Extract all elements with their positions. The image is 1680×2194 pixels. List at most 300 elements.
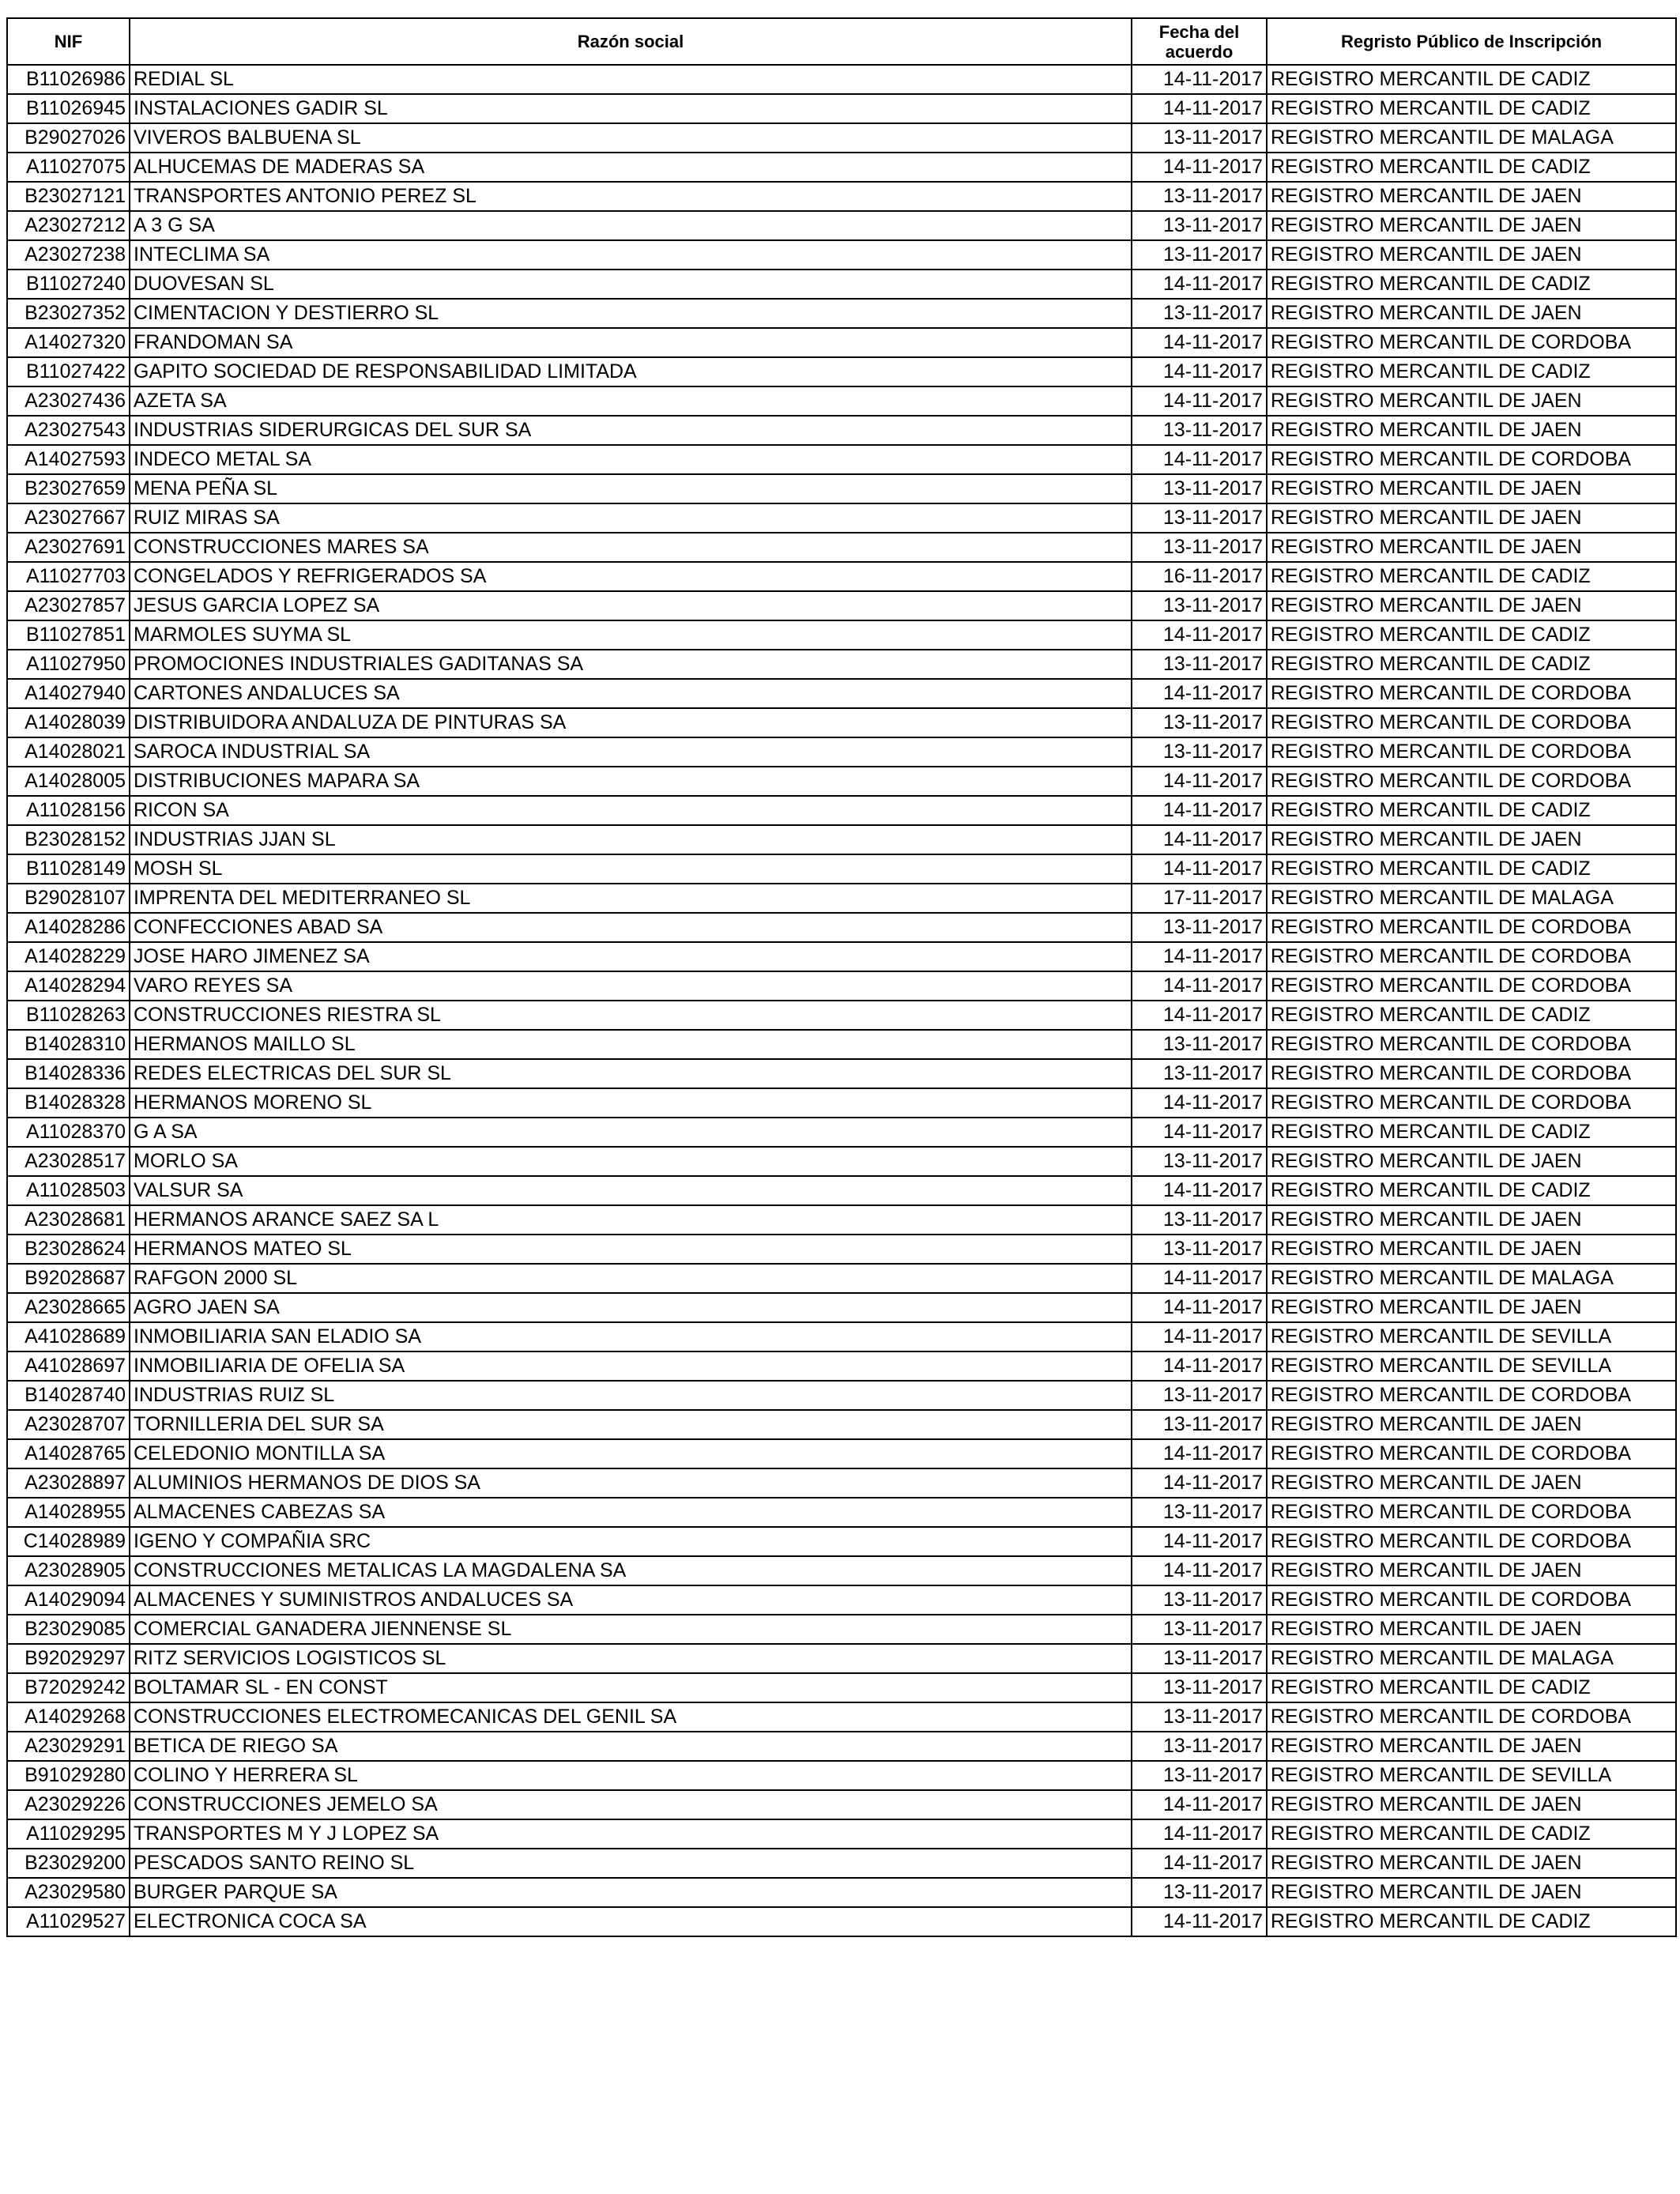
cell-razon-social: INSTALACIONES GADIR SL <box>130 94 1132 123</box>
cell-registro: REGISTRO MERCANTIL DE JAEN <box>1267 211 1676 240</box>
cell-registro: REGISTRO MERCANTIL DE CADIZ <box>1267 1673 1676 1702</box>
cell-registro: REGISTRO MERCANTIL DE CORDOBA <box>1267 1702 1676 1732</box>
cell-razon-social: CONSTRUCCIONES MARES SA <box>130 533 1132 562</box>
cell-fecha: 14-11-2017 <box>1132 94 1267 123</box>
table-row <box>7 1615 1676 1644</box>
table-row <box>7 650 1676 679</box>
cell-razon-social: HERMANOS MATEO SL <box>130 1235 1132 1264</box>
table-row <box>7 416 1676 445</box>
cell-razon-social: SAROCA INDUSTRIAL SA <box>130 737 1132 767</box>
table-row <box>7 65 1676 94</box>
cell-nif: B23028624 <box>7 1235 130 1264</box>
cell-nif: A14028955 <box>7 1498 130 1527</box>
cell-registro: REGISTRO MERCANTIL DE CADIZ <box>1267 357 1676 386</box>
cell-razon-social: DISTRIBUCIONES MAPARA SA <box>130 767 1132 796</box>
cell-nif: A14028039 <box>7 708 130 737</box>
cell-registro: REGISTRO MERCANTIL DE CORDOBA <box>1267 767 1676 796</box>
cell-registro: REGISTRO MERCANTIL DE JAEN <box>1267 1878 1676 1907</box>
table-row <box>7 913 1676 942</box>
table-row <box>7 182 1676 211</box>
table-row <box>7 1468 1676 1498</box>
cell-registro: REGISTRO MERCANTIL DE CORDOBA <box>1267 737 1676 767</box>
cell-razon-social: BURGER PARQUE SA <box>130 1878 1132 1907</box>
cell-fecha: 13-11-2017 <box>1132 1878 1267 1907</box>
cell-fecha: 13-11-2017 <box>1132 1059 1267 1088</box>
cell-fecha: 14-11-2017 <box>1132 357 1267 386</box>
header-nif: NIF <box>7 18 130 65</box>
cell-fecha: 13-11-2017 <box>1132 650 1267 679</box>
cell-registro: REGISTRO MERCANTIL DE MALAGA <box>1267 884 1676 913</box>
cell-registro: REGISTRO MERCANTIL DE JAEN <box>1267 182 1676 211</box>
table-row <box>7 1293 1676 1322</box>
cell-fecha: 13-11-2017 <box>1132 1498 1267 1527</box>
cell-fecha: 13-11-2017 <box>1132 1030 1267 1059</box>
cell-nif: A23028905 <box>7 1556 130 1585</box>
cell-fecha: 13-11-2017 <box>1132 737 1267 767</box>
cell-razon-social: ALHUCEMAS DE MADERAS SA <box>130 153 1132 182</box>
table-row <box>7 1147 1676 1176</box>
cell-nif: B29028107 <box>7 884 130 913</box>
cell-fecha: 13-11-2017 <box>1132 708 1267 737</box>
cell-registro: REGISTRO MERCANTIL DE CORDOBA <box>1267 913 1676 942</box>
cell-fecha: 13-11-2017 <box>1132 211 1267 240</box>
cell-fecha: 14-11-2017 <box>1132 1439 1267 1468</box>
cell-fecha: 14-11-2017 <box>1132 767 1267 796</box>
cell-nif: A14028286 <box>7 913 130 942</box>
cell-registro: REGISTRO MERCANTIL DE JAEN <box>1267 1849 1676 1878</box>
cell-nif: B29027026 <box>7 123 130 153</box>
cell-registro: REGISTRO MERCANTIL DE CADIZ <box>1267 1176 1676 1205</box>
cell-registro: REGISTRO MERCANTIL DE CORDOBA <box>1267 1585 1676 1615</box>
cell-registro: REGISTRO MERCANTIL DE JAEN <box>1267 1235 1676 1264</box>
cell-fecha: 13-11-2017 <box>1132 503 1267 533</box>
cell-razon-social: JESUS GARCIA LOPEZ SA <box>130 591 1132 620</box>
cell-registro: REGISTRO MERCANTIL DE JAEN <box>1267 1205 1676 1235</box>
cell-razon-social: RUIZ MIRAS SA <box>130 503 1132 533</box>
cell-registro: REGISTRO MERCANTIL DE JAEN <box>1267 1615 1676 1644</box>
cell-nif: A23028897 <box>7 1468 130 1498</box>
cell-fecha: 14-11-2017 <box>1132 1176 1267 1205</box>
cell-nif: B23027659 <box>7 474 130 503</box>
header-fecha: Fecha del acuerdo <box>1132 18 1267 65</box>
cell-registro: REGISTRO MERCANTIL DE CADIZ <box>1267 620 1676 650</box>
cell-fecha: 13-11-2017 <box>1132 1410 1267 1439</box>
cell-registro: REGISTRO MERCANTIL DE CORDOBA <box>1267 1527 1676 1556</box>
table-row <box>7 708 1676 737</box>
cell-fecha: 14-11-2017 <box>1132 1118 1267 1147</box>
cell-nif: B11028149 <box>7 854 130 884</box>
cell-registro: REGISTRO MERCANTIL DE JAEN <box>1267 1410 1676 1439</box>
table-row <box>7 1849 1676 1878</box>
cell-razon-social: ALMACENES Y SUMINISTROS ANDALUCES SA <box>130 1585 1132 1615</box>
cell-nif: A41028697 <box>7 1351 130 1381</box>
cell-fecha: 13-11-2017 <box>1132 416 1267 445</box>
cell-razon-social: TORNILLERIA DEL SUR SA <box>130 1410 1132 1439</box>
table-row <box>7 211 1676 240</box>
cell-razon-social: REDES ELECTRICAS DEL SUR SL <box>130 1059 1132 1088</box>
table-row <box>7 328 1676 357</box>
cell-fecha: 16-11-2017 <box>1132 562 1267 591</box>
cell-razon-social: INDECO METAL SA <box>130 445 1132 474</box>
cell-nif: A23027667 <box>7 503 130 533</box>
table-row <box>7 1030 1676 1059</box>
cell-razon-social: COMERCIAL GANADERA JIENNENSE SL <box>130 1615 1132 1644</box>
cell-fecha: 13-11-2017 <box>1132 1673 1267 1702</box>
cell-razon-social: IMPRENTA DEL MEDITERRANEO SL <box>130 884 1132 913</box>
table-row <box>7 854 1676 884</box>
table-row <box>7 591 1676 620</box>
table-row <box>7 386 1676 416</box>
cell-nif: A23028707 <box>7 1410 130 1439</box>
table-row <box>7 357 1676 386</box>
cell-razon-social: CONSTRUCCIONES JEMELO SA <box>130 1790 1132 1819</box>
cell-fecha: 13-11-2017 <box>1132 123 1267 153</box>
table-row <box>7 299 1676 328</box>
table-row <box>7 1118 1676 1147</box>
table-row <box>7 240 1676 270</box>
cell-nif: B11026945 <box>7 94 130 123</box>
cell-registro: REGISTRO MERCANTIL DE SEVILLA <box>1267 1351 1676 1381</box>
table-row <box>7 1059 1676 1088</box>
table-row <box>7 620 1676 650</box>
table-row <box>7 971 1676 1001</box>
cell-nif: B14028310 <box>7 1030 130 1059</box>
cell-fecha: 14-11-2017 <box>1132 1556 1267 1585</box>
cell-nif: B11027851 <box>7 620 130 650</box>
cell-razon-social: BOLTAMAR SL - EN CONST <box>130 1673 1132 1702</box>
cell-registro: REGISTRO MERCANTIL DE CADIZ <box>1267 854 1676 884</box>
table-row <box>7 737 1676 767</box>
cell-nif: B11026986 <box>7 65 130 94</box>
cell-fecha: 14-11-2017 <box>1132 1849 1267 1878</box>
cell-nif: A23029291 <box>7 1732 130 1761</box>
cell-nif: B92028687 <box>7 1264 130 1293</box>
cell-registro: REGISTRO MERCANTIL DE JAEN <box>1267 1556 1676 1585</box>
cell-nif: A23028517 <box>7 1147 130 1176</box>
cell-razon-social: ALUMINIOS HERMANOS DE DIOS SA <box>130 1468 1132 1498</box>
cell-nif: B11027240 <box>7 270 130 299</box>
cell-razon-social: MARMOLES SUYMA SL <box>130 620 1132 650</box>
cell-razon-social: REDIAL SL <box>130 65 1132 94</box>
cell-registro: REGISTRO MERCANTIL DE JAEN <box>1267 386 1676 416</box>
cell-fecha: 17-11-2017 <box>1132 884 1267 913</box>
cell-fecha: 14-11-2017 <box>1132 1322 1267 1351</box>
cell-nif: A14027593 <box>7 445 130 474</box>
cell-razon-social: HERMANOS MAILLO SL <box>130 1030 1132 1059</box>
cell-fecha: 14-11-2017 <box>1132 1790 1267 1819</box>
cell-razon-social: HERMANOS MORENO SL <box>130 1088 1132 1118</box>
cell-registro: REGISTRO MERCANTIL DE JAEN <box>1267 299 1676 328</box>
cell-fecha: 13-11-2017 <box>1132 913 1267 942</box>
cell-razon-social: BETICA DE RIEGO SA <box>130 1732 1132 1761</box>
cell-nif: A23029226 <box>7 1790 130 1819</box>
table-row <box>7 1644 1676 1673</box>
cell-registro: REGISTRO MERCANTIL DE CORDOBA <box>1267 1030 1676 1059</box>
table-body <box>7 65 1676 1936</box>
cell-nif: B91029280 <box>7 1761 130 1790</box>
table-row <box>7 1205 1676 1235</box>
cell-nif: A23027691 <box>7 533 130 562</box>
cell-fecha: 13-11-2017 <box>1132 1585 1267 1615</box>
cell-nif: A14028005 <box>7 767 130 796</box>
cell-fecha: 13-11-2017 <box>1132 182 1267 211</box>
cell-nif: B23029200 <box>7 1849 130 1878</box>
table-row <box>7 1498 1676 1527</box>
table-row <box>7 767 1676 796</box>
cell-fecha: 13-11-2017 <box>1132 1235 1267 1264</box>
cell-nif: A23027436 <box>7 386 130 416</box>
registry-table <box>6 17 1677 1937</box>
cell-nif: A23028681 <box>7 1205 130 1235</box>
cell-fecha: 14-11-2017 <box>1132 1001 1267 1030</box>
cell-fecha: 14-11-2017 <box>1132 679 1267 708</box>
cell-nif: C14028989 <box>7 1527 130 1556</box>
cell-fecha: 13-11-2017 <box>1132 474 1267 503</box>
cell-nif: B23027121 <box>7 182 130 211</box>
cell-registro: REGISTRO MERCANTIL DE CORDOBA <box>1267 971 1676 1001</box>
cell-razon-social: TRANSPORTES ANTONIO PEREZ SL <box>130 182 1132 211</box>
cell-registro: REGISTRO MERCANTIL DE JAEN <box>1267 474 1676 503</box>
table-row <box>7 1322 1676 1351</box>
cell-razon-social: HERMANOS ARANCE SAEZ SA L <box>130 1205 1132 1235</box>
cell-fecha: 13-11-2017 <box>1132 591 1267 620</box>
cell-registro: REGISTRO MERCANTIL DE JAEN <box>1267 533 1676 562</box>
table-header <box>7 18 1676 65</box>
cell-fecha: 14-11-2017 <box>1132 1264 1267 1293</box>
table-row <box>7 1761 1676 1790</box>
cell-registro: REGISTRO MERCANTIL DE JAEN <box>1267 503 1676 533</box>
cell-registro: REGISTRO MERCANTIL DE CADIZ <box>1267 1819 1676 1849</box>
table-row <box>7 270 1676 299</box>
cell-razon-social: INTECLIMA SA <box>130 240 1132 270</box>
cell-registro: REGISTRO MERCANTIL DE JAEN <box>1267 591 1676 620</box>
table-row <box>7 1819 1676 1849</box>
cell-nif: A14027940 <box>7 679 130 708</box>
cell-registro: REGISTRO MERCANTIL DE CORDOBA <box>1267 1439 1676 1468</box>
cell-fecha: 14-11-2017 <box>1132 270 1267 299</box>
cell-razon-social: INMOBILIARIA SAN ELADIO SA <box>130 1322 1132 1351</box>
cell-fecha: 13-11-2017 <box>1132 533 1267 562</box>
cell-fecha: 14-11-2017 <box>1132 1527 1267 1556</box>
cell-fecha: 13-11-2017 <box>1132 1761 1267 1790</box>
cell-fecha: 13-11-2017 <box>1132 240 1267 270</box>
cell-razon-social: FRANDOMAN SA <box>130 328 1132 357</box>
cell-razon-social: G A SA <box>130 1118 1132 1147</box>
cell-registro: REGISTRO MERCANTIL DE JAEN <box>1267 1790 1676 1819</box>
cell-registro: REGISTRO MERCANTIL DE CADIZ <box>1267 65 1676 94</box>
cell-fecha: 13-11-2017 <box>1132 1615 1267 1644</box>
cell-razon-social: RAFGON 2000 SL <box>130 1264 1132 1293</box>
cell-registro: REGISTRO MERCANTIL DE JAEN <box>1267 240 1676 270</box>
table-row <box>7 1907 1676 1936</box>
cell-registro: REGISTRO MERCANTIL DE MALAGA <box>1267 1264 1676 1293</box>
cell-nif: A23027212 <box>7 211 130 240</box>
cell-nif: B23027352 <box>7 299 130 328</box>
cell-nif: A14027320 <box>7 328 130 357</box>
table-row <box>7 1585 1676 1615</box>
cell-fecha: 14-11-2017 <box>1132 1351 1267 1381</box>
cell-registro: REGISTRO MERCANTIL DE CORDOBA <box>1267 1498 1676 1527</box>
cell-nif: B11028263 <box>7 1001 130 1030</box>
cell-registro: REGISTRO MERCANTIL DE MALAGA <box>1267 1644 1676 1673</box>
cell-razon-social: RITZ SERVICIOS LOGISTICOS SL <box>130 1644 1132 1673</box>
cell-registro: REGISTRO MERCANTIL DE CADIZ <box>1267 796 1676 825</box>
table-row <box>7 679 1676 708</box>
cell-razon-social: IGENO Y COMPAÑIA SRC <box>130 1527 1132 1556</box>
cell-nif: B92029297 <box>7 1644 130 1673</box>
cell-razon-social: CIMENTACION Y DESTIERRO SL <box>130 299 1132 328</box>
cell-registro: REGISTRO MERCANTIL DE CORDOBA <box>1267 679 1676 708</box>
cell-razon-social: CONSTRUCCIONES METALICAS LA MAGDALENA SA <box>130 1556 1132 1585</box>
cell-fecha: 14-11-2017 <box>1132 825 1267 854</box>
cell-razon-social: INDUSTRIAS SIDERURGICAS DEL SUR SA <box>130 416 1132 445</box>
cell-razon-social: ELECTRONICA COCA SA <box>130 1907 1132 1936</box>
cell-registro: REGISTRO MERCANTIL DE SEVILLA <box>1267 1322 1676 1351</box>
cell-nif: A23027238 <box>7 240 130 270</box>
cell-razon-social: DUOVESAN SL <box>130 270 1132 299</box>
cell-razon-social: PROMOCIONES INDUSTRIALES GADITANAS SA <box>130 650 1132 679</box>
table-row <box>7 1264 1676 1293</box>
cell-nif: A11028503 <box>7 1176 130 1205</box>
cell-fecha: 14-11-2017 <box>1132 1293 1267 1322</box>
cell-nif: A14028021 <box>7 737 130 767</box>
cell-fecha: 14-11-2017 <box>1132 942 1267 971</box>
cell-razon-social: CONFECCIONES ABAD SA <box>130 913 1132 942</box>
cell-nif: B14028336 <box>7 1059 130 1088</box>
cell-razon-social: VALSUR SA <box>130 1176 1132 1205</box>
cell-fecha: 13-11-2017 <box>1132 1381 1267 1410</box>
cell-registro: REGISTRO MERCANTIL DE JAEN <box>1267 1293 1676 1322</box>
table-row <box>7 796 1676 825</box>
table-row <box>7 1381 1676 1410</box>
cell-registro: REGISTRO MERCANTIL DE CORDOBA <box>1267 942 1676 971</box>
cell-fecha: 14-11-2017 <box>1132 153 1267 182</box>
table-row <box>7 1001 1676 1030</box>
cell-razon-social: AGRO JAEN SA <box>130 1293 1132 1322</box>
cell-razon-social: JOSE HARO JIMENEZ SA <box>130 942 1132 971</box>
cell-registro: REGISTRO MERCANTIL DE CADIZ <box>1267 153 1676 182</box>
cell-razon-social: RICON SA <box>130 796 1132 825</box>
cell-registro: REGISTRO MERCANTIL DE JAEN <box>1267 1468 1676 1498</box>
table-row <box>7 153 1676 182</box>
table-row <box>7 1439 1676 1468</box>
cell-registro: REGISTRO MERCANTIL DE MALAGA <box>1267 123 1676 153</box>
cell-razon-social: PESCADOS SANTO REINO SL <box>130 1849 1132 1878</box>
header-row <box>7 18 1676 65</box>
cell-razon-social: VIVEROS BALBUENA SL <box>130 123 1132 153</box>
cell-fecha: 14-11-2017 <box>1132 65 1267 94</box>
table-row <box>7 445 1676 474</box>
table-row <box>7 1176 1676 1205</box>
table-row <box>7 94 1676 123</box>
cell-razon-social: AZETA SA <box>130 386 1132 416</box>
table-row <box>7 942 1676 971</box>
cell-nif: B72029242 <box>7 1673 130 1702</box>
cell-nif: A23027857 <box>7 591 130 620</box>
table-row <box>7 1878 1676 1907</box>
cell-razon-social: COLINO Y HERRERA SL <box>130 1761 1132 1790</box>
cell-fecha: 14-11-2017 <box>1132 1468 1267 1498</box>
cell-registro: REGISTRO MERCANTIL DE CADIZ <box>1267 1118 1676 1147</box>
cell-nif: A11028156 <box>7 796 130 825</box>
table-row <box>7 562 1676 591</box>
cell-fecha: 13-11-2017 <box>1132 1644 1267 1673</box>
cell-fecha: 13-11-2017 <box>1132 1205 1267 1235</box>
cell-nif: A11029295 <box>7 1819 130 1849</box>
cell-razon-social: CELEDONIO MONTILLA SA <box>130 1439 1132 1468</box>
table-row <box>7 1790 1676 1819</box>
cell-fecha: 14-11-2017 <box>1132 328 1267 357</box>
cell-registro: REGISTRO MERCANTIL DE JAEN <box>1267 1732 1676 1761</box>
cell-nif: A23027543 <box>7 416 130 445</box>
cell-fecha: 14-11-2017 <box>1132 1907 1267 1936</box>
cell-registro: REGISTRO MERCANTIL DE SEVILLA <box>1267 1761 1676 1790</box>
cell-fecha: 13-11-2017 <box>1132 1732 1267 1761</box>
cell-nif: A23028665 <box>7 1293 130 1322</box>
cell-nif: A11028370 <box>7 1118 130 1147</box>
cell-nif: A11027075 <box>7 153 130 182</box>
cell-razon-social: MOSH SL <box>130 854 1132 884</box>
cell-nif: B14028740 <box>7 1381 130 1410</box>
cell-razon-social: TRANSPORTES M Y J LOPEZ SA <box>130 1819 1132 1849</box>
table-row <box>7 1702 1676 1732</box>
cell-fecha: 13-11-2017 <box>1132 299 1267 328</box>
header-registro: Regristo Público de Inscripción <box>1267 18 1676 65</box>
cell-fecha: 14-11-2017 <box>1132 854 1267 884</box>
table-row <box>7 474 1676 503</box>
cell-nif: A11029527 <box>7 1907 130 1936</box>
table-row <box>7 503 1676 533</box>
cell-fecha: 14-11-2017 <box>1132 1819 1267 1849</box>
table-row <box>7 1673 1676 1702</box>
cell-nif: B11027422 <box>7 357 130 386</box>
cell-nif: A11027703 <box>7 562 130 591</box>
cell-razon-social: VARO REYES SA <box>130 971 1132 1001</box>
cell-nif: A14028294 <box>7 971 130 1001</box>
table-row <box>7 884 1676 913</box>
cell-fecha: 14-11-2017 <box>1132 386 1267 416</box>
cell-registro: REGISTRO MERCANTIL DE CORDOBA <box>1267 708 1676 737</box>
cell-razon-social: MORLO SA <box>130 1147 1132 1176</box>
cell-nif: A23029580 <box>7 1878 130 1907</box>
table-row <box>7 1732 1676 1761</box>
cell-registro: REGISTRO MERCANTIL DE CADIZ <box>1267 650 1676 679</box>
cell-registro: REGISTRO MERCANTIL DE CORDOBA <box>1267 1088 1676 1118</box>
cell-fecha: 14-11-2017 <box>1132 796 1267 825</box>
cell-registro: REGISTRO MERCANTIL DE JAEN <box>1267 416 1676 445</box>
table-row <box>7 123 1676 153</box>
cell-nif: B23028152 <box>7 825 130 854</box>
cell-registro: REGISTRO MERCANTIL DE CADIZ <box>1267 562 1676 591</box>
cell-razon-social: INDUSTRIAS RUIZ SL <box>130 1381 1132 1410</box>
cell-razon-social: INDUSTRIAS JJAN SL <box>130 825 1132 854</box>
cell-registro: REGISTRO MERCANTIL DE CORDOBA <box>1267 1059 1676 1088</box>
cell-nif: A14028229 <box>7 942 130 971</box>
cell-razon-social: CARTONES ANDALUCES SA <box>130 679 1132 708</box>
cell-nif: B23029085 <box>7 1615 130 1644</box>
table-row <box>7 1556 1676 1585</box>
cell-registro: REGISTRO MERCANTIL DE CORDOBA <box>1267 1381 1676 1410</box>
cell-nif: A14029268 <box>7 1702 130 1732</box>
cell-registro: REGISTRO MERCANTIL DE JAEN <box>1267 825 1676 854</box>
cell-fecha: 14-11-2017 <box>1132 1088 1267 1118</box>
table-row <box>7 1088 1676 1118</box>
cell-nif: A11027950 <box>7 650 130 679</box>
cell-razon-social: A 3 G SA <box>130 211 1132 240</box>
cell-nif: A14028765 <box>7 1439 130 1468</box>
cell-registro: REGISTRO MERCANTIL DE CORDOBA <box>1267 328 1676 357</box>
cell-razon-social: MENA PEÑA SL <box>130 474 1132 503</box>
